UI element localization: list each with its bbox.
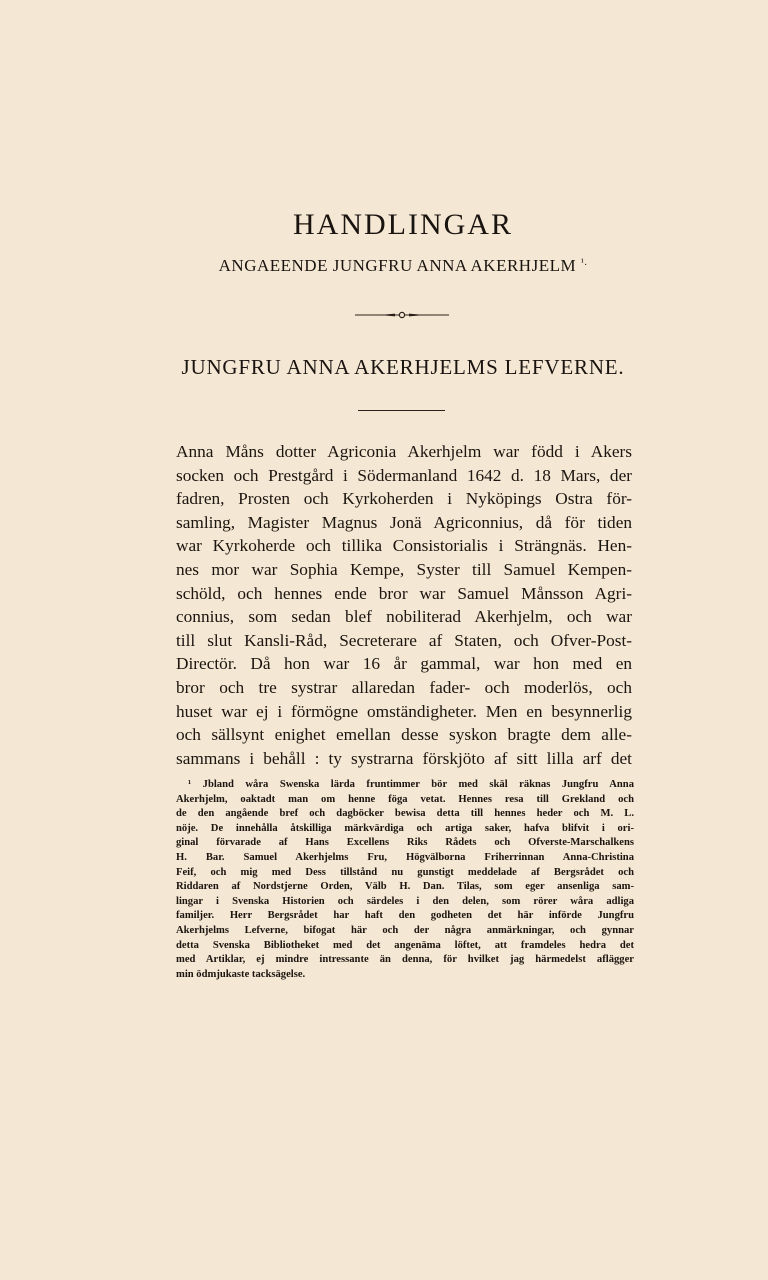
ornament-divider <box>355 311 449 319</box>
footnote-line: ¹ Jbland wåra Swenska lärda fruntimmer bör med skäl räknas Jungfru Anna <box>188 779 634 790</box>
subtitle-text: ANGAEENDE JUNGFRU ANNA AKERHJELM <box>218 256 577 275</box>
body-line: och sällsynt enighet emellan desse syskon bragte dem alle- <box>176 725 632 745</box>
footnote-line: detta Svenska Bibliotheket med det angenäma löftet, att framdeles hedra det <box>176 939 634 951</box>
body-line: fadren, Prosten och Kyrkoherden i Nyköpings Ostra för- <box>176 489 632 509</box>
body-line: bror och tre systrar allaredan fader- och moderlös, och <box>176 677 632 697</box>
footnote-line: Akerhjelm, oaktadt man om henne föga vetat. Hennes resa till Grekland och <box>176 793 634 805</box>
section-rule <box>358 410 445 411</box>
footnote-mark: ¹. <box>580 257 588 268</box>
body-line: socken och Prestgård i Södermanland 1642 d. 18 Mars, der <box>176 465 632 485</box>
footnote-line: de den angående bref och dagböcker bewisa detta till hennes heder och M. L. <box>176 808 634 820</box>
page-subtitle <box>0 256 768 276</box>
footnote-line: Riddaren af Nordstjerne Orden, Välb H. Dan. Tilas, som eger ansenliga sam- <box>176 881 634 893</box>
footnote-line: familjer. Herr Bergsrådet har haft den godheten det här införde Jungfru <box>176 910 634 922</box>
footnote-line: Akerhjelms Lefverne, bifogat här och der några anmärkningar, och gynnar <box>176 924 634 936</box>
body-line: schöld, och hennes ende bror war Samuel Månsson Agri- <box>176 583 632 603</box>
body-line: till slut Kansli-Råd, Secreterare af Staten, och Ofver-Post- <box>176 630 632 650</box>
body-line: Directör. Då hon war 16 år gammal, war hon med en <box>176 654 632 674</box>
footnote-line: min ödmjukaste tacksägelse. <box>176 968 306 980</box>
body-line: nes mor war Sophia Kempe, Syster till Samuel Kempen- <box>176 559 632 579</box>
footnote-line: H. Bar. Samuel Akerhjelms Fru, Högvälborna Friherrinnan Anna-Christina <box>176 851 634 863</box>
footnote-line: Feif, och mig med Dess tillstånd nu gunstigt meddelade af Bergsrådet och <box>176 866 634 878</box>
footnote-line: med Artiklar, ej mindre intressante än denna, för hvilket jag härmedelst aflägger <box>176 954 634 966</box>
footnote-line: nöje. De innehålla åtskilliga märkvärdiga och artiga saker, hafva blifvit i ori- <box>176 822 634 834</box>
chapter-title: JUNGFRU ANNA AKERHJELMS LEFVERNE. <box>181 355 625 379</box>
body-line: sammans i behåll : ty systrarna förskjöto af sitt lilla arf det <box>176 748 632 768</box>
body-line: huset war ej i förmögne omständigheter. Men en besynnerlig <box>176 701 632 721</box>
body-line: Anna Måns dotter Agriconia Akerhjelm war född i Akers <box>176 442 632 461</box>
body-line: connius, som sedan blef nobiliterad Akerhjelm, och war <box>176 607 632 627</box>
body-line: samling, Magister Magnus Jonä Agriconnius, då för tiden <box>176 512 632 532</box>
body-line: war Kyrkoherde och tillika Consistorialis i Strängnäs. Hen- <box>176 536 632 556</box>
footnote <box>176 778 634 982</box>
footnote-line: ginal förvarade af Hans Excellens Riks Rådets och Ofverste-Marschalkens <box>176 837 634 849</box>
footnote-line: lingar i Svenska Historien och särdeles i den delen, som rörer wåra adliga <box>176 895 634 907</box>
page-title: HANDLINGAR <box>293 208 513 241</box>
body-paragraph <box>176 440 632 770</box>
